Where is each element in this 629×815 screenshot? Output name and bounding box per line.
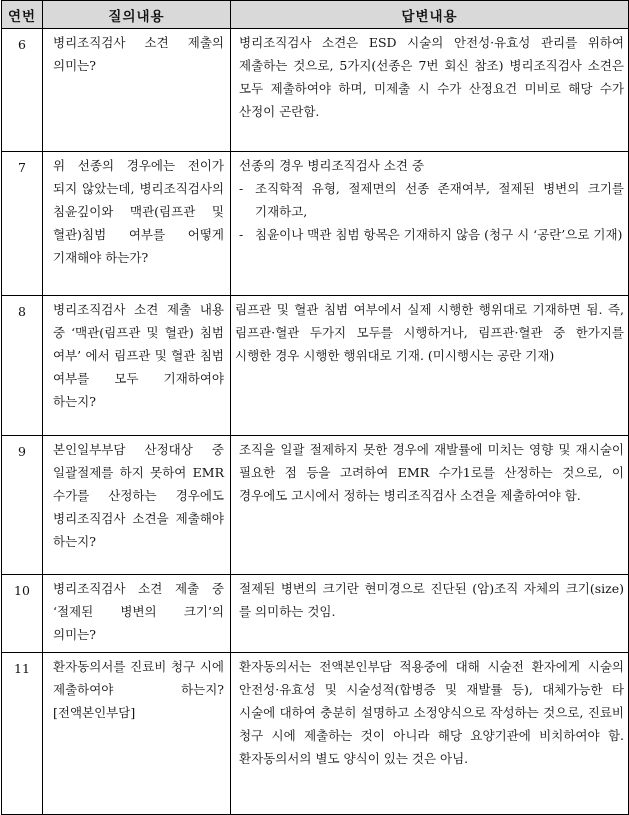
question-cell: 병리조직검사 소견 제출 내용 중 ‘맥관(림프관 및 혈관) 침범 여부’ 에서 림프관 및 혈관 침범 여부를 모두 기재하여야 하는지? xyxy=(43,296,231,436)
answer-cell: 절제된 병변의 크기란 현미경으로 진단된 (암)조직 자체의 크기(size)를 의미하는 것임. xyxy=(231,575,629,653)
qa-table xyxy=(1,0,629,815)
question-cell: 위 선종의 경우에는 전이가 되지 않았는데, 병리조직검사의 침윤깊이와 맥관(림프관 및 혈관)침범 여부를 어떻게 기재해야 하는가? xyxy=(43,152,231,296)
table-row xyxy=(2,152,629,296)
answer-cell: 환자동의서는 전액본인부담 적용중에 대해 시술전 환자에게 시술의 안전성·유효성 및 시술성적(합병증 및 재발률 등), 대체가능한 타 시술에 대하여 충분히 설명하고 소정양식으로 작성하는 것으로, 진료비 청구 시에 제출하는 것이 아니라 해당 요양기관에 비치하여야 함. 환자동의서의 별도 양식이 있는 것은 아님. xyxy=(231,653,629,815)
question-cell: 본인일부부담 산정대상 중 일괄절제를 하지 못하여 EMR 수가를 산정하는 경우에도 병리조직검사 소견을 제출해야 하는지? xyxy=(43,436,231,575)
answer-cell: 병리조직검사 소견은 ESD 시술의 안전성·유효성 관리를 위하여 제출하는 것으로, 5가지(선종은 7번 회신 참조) 병리조직검사 소견은 모두 제출하여야 하며, 미제출 시 수가 산정요건 미비로 해당 수가 산정이 곤란함. xyxy=(231,29,629,152)
question-cell: 병리조직검사 소견 제출 중 ‘절제된 병변의 크기’의 의미는? xyxy=(43,575,231,653)
table-row xyxy=(2,575,629,653)
dash-bullet-icon: - xyxy=(239,181,244,196)
row-number: 8 xyxy=(2,296,43,436)
row-number: 9 xyxy=(2,436,43,575)
answer-intro: 선종의 경우 병리조직검사 소견 중 xyxy=(239,158,424,173)
answer-cell xyxy=(231,152,629,296)
row-number: 6 xyxy=(2,29,43,152)
table-row xyxy=(2,436,629,575)
header-row xyxy=(2,1,629,29)
row-number: 10 xyxy=(2,575,43,653)
header-question: 질의내용 xyxy=(43,1,231,29)
table-row xyxy=(2,653,629,815)
dash-bullet-icon: - xyxy=(239,227,244,242)
answer-cell: 림프관 및 혈관 침범 여부에서 실제 시행한 행위대로 기재하면 됨. 즉, 림프관·혈관 두가지 모두를 시행하거나, 림프관·혈관 중 한가지를 시행한 경우 시행한 행위대로 기재. (미시행시는 공란 기재) xyxy=(231,296,629,436)
question-cell: 병리조직검사 소견 제출의 의미는? xyxy=(43,29,231,152)
answer-list-text: 조직학적 유형, 절제면의 선종 존재여부, 절제된 병변의 크기를 기재하고, xyxy=(255,181,624,219)
header-answer: 답변내용 xyxy=(231,1,629,29)
answer-list-item xyxy=(239,177,624,223)
answer-list-item xyxy=(239,223,624,246)
question-cell: 환자동의서를 진료비 청구 시에 제출하여야 하는지? [전액본인부담] xyxy=(43,653,231,815)
answer-list-text: 침윤이나 맥관 침범 항목은 기재하지 않음 (청구 시 ‘공란’으로 기재) xyxy=(255,227,623,242)
table-row xyxy=(2,296,629,436)
row-number: 7 xyxy=(2,152,43,296)
header-no: 연번 xyxy=(2,1,43,29)
answer-cell: 조직을 일괄 절제하지 못한 경우에 재발률에 미치는 영향 및 재시술이 필요한 점 등을 고려하여 EMR 수가1로를 산정하는 것으로, 이 경우에도 고시에서 정하는 병리조직검사 소견을 제출하여야 함. xyxy=(231,436,629,575)
table-row xyxy=(2,29,629,152)
row-number: 11 xyxy=(2,653,43,815)
